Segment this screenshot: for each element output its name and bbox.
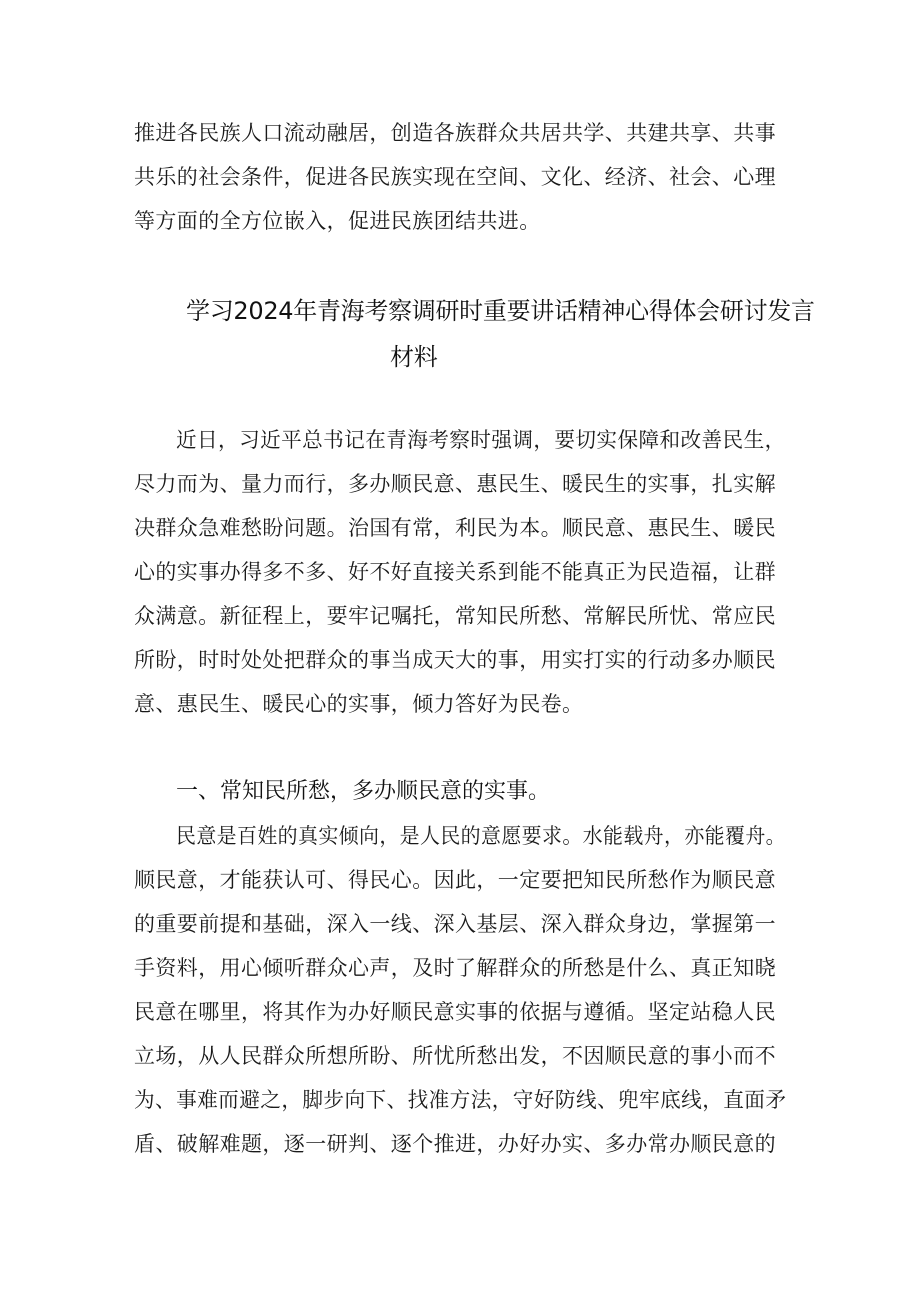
section1-line-3: 的重要前提和基础，深入一线、深入基层、深入群众身边，掌握第一: [134, 912, 776, 936]
section1-line-7: 为、事难而避之，脚步向下、找准方法，守好防线、兜牢底线，直面矛: [134, 1088, 787, 1112]
section1-line-2: 顺民意，才能获认可、得民心。因此，一定要把知民所愁作为顺民意: [134, 868, 776, 892]
intro-line-1: 推进各民族人口流动融居，创造各族群众共居共学、共建共享、共事: [134, 121, 776, 145]
paragraph1-line-1: 近日，习近平总书记在青海考察时强调，要切实保障和改善民生，: [176, 428, 786, 452]
intro-line-3: 等方面的全方位嵌入，促进民族团结共进。: [134, 209, 541, 233]
section1-heading: 一、常知民所愁，多办顺民意的实事。: [176, 779, 551, 804]
section1-line-1: 民意是百姓的真实倾向，是人民的意愿要求。水能载舟，亦能覆舟。: [176, 824, 786, 848]
paragraph1-line-4: 心的实事办得多不多、好不好直接关系到能不能真正为民造福，让群: [134, 560, 776, 584]
paragraph1-line-5: 众满意。新征程上，要牢记嘱托，常知民所愁、常解民所忧、常应民: [134, 604, 776, 628]
section1-line-4: 手资料，用心倾听群众心声，及时了解群众的所愁是什么、真正知晓: [134, 956, 776, 980]
document-title-line-1: 学习2024年青海考察调研时重要讲话精神心得体会研讨发言: [186, 297, 815, 325]
paragraph1-line-7: 意、惠民生、暖民心的实事，倾力答好为民卷。: [134, 692, 584, 716]
section1-line-8: 盾、破解难题，逐一研判、逐个推进，办好办实、多办常办顺民意的: [134, 1132, 776, 1156]
document-title-line-2: 材料: [390, 343, 438, 371]
paragraph1-line-6: 所盼，时时处处把群众的事当成天大的事，用实打实的行动多办顺民: [134, 648, 776, 672]
paragraph1-line-2: 尽力而为、量力而行，多办顺民意、惠民生、暖民生的实事，扎实解: [134, 472, 776, 496]
section1-line-5: 民意在哪里，将其作为办好顺民意实事的依据与遵循。坚定站稳人民: [134, 1000, 776, 1024]
intro-line-2: 共乐的社会条件，促进各民族实现在空间、文化、经济、社会、心理: [134, 165, 776, 189]
section1-line-6: 立场，从人民群众所想所盼、所忧所愁出发，不因顺民意的事小而不: [134, 1044, 776, 1068]
paragraph1-line-3: 决群众急难愁盼问题。治国有常，利民为本。顺民意、惠民生、暖民: [134, 516, 776, 540]
